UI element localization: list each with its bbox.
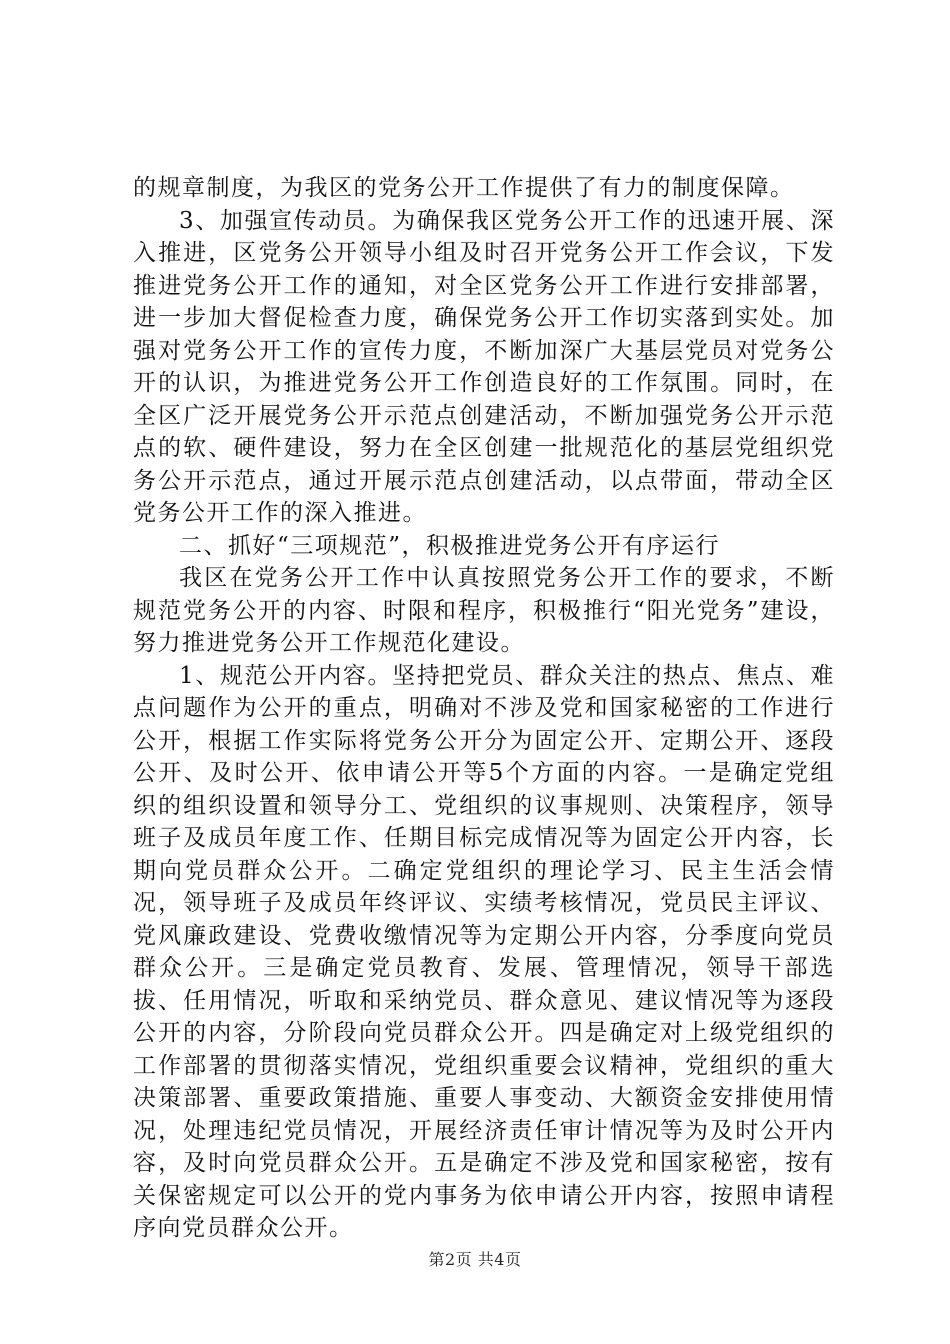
document-body [133, 172, 835, 1245]
paragraph-content-standard: 1、规范公开内容。坚持把党员、群众关注的热点、焦点、难点问题作为公开的重点，明确对不涉及党和国家秘密的工作进行公开，根据工作实际将党务公开分为固定公开、定期公开、逐段公开、及时公开、依申请公开等5个方面的内容。一是确定党组织的组织设置和领导分工、党组织的议事规则、决策程序，领导班子及成员年度工作、任期目标完成情况等为固定公开内容，长期向党员群众公开。二确定党组织的理论学习、民主生活会情况，领导班子及成员年终评议、实绩考核情况，党员民主评议、党风廉政建设、党费收缴情况等为定期公开内容，分季度向党员群众公开。三是确定党员教育、发展、管理情况，领导干部选拔、任用情况，听取和采纳党员、群众意见、建议情况等为逐段公开的内容，分阶段向党员群众公开。四是确定对上级党组织的工作部署的贯彻落实情况，党组织重要会议精神，党组织的重大决策部署、重要政策措施、重要人事变动、大额资金安排使用情况，处理违纪党员情况，开展经济责任审计情况等为及时公开内容，及时向党员群众公开。五是确定不涉及党和国家秘密，按有关保密规定可以公开的党内事务为依申请公开内容，按照申请程序向党员群众公开。 [133, 662, 835, 1241]
paragraph-publicity: 3、加强宣传动员。为确保我区党务公开工作的迅速开展、深入推进，区党务公开领导小组及时召开党务公开工作会议，下发推进党务公开工作的通知，对全区党务公开工作进行安排部署，进一步加大督促检查力度，确保党务公开工作切实落到实处。加强对党务公开工作的宣传力度，不断加深广大基层党员对党务公开的认识，为推进党务公开工作创造良好的工作氛围。同时，在全区广泛开展党务公开示范点创建活动，不断加强党务公开示范点的软、硬件建设，努力在全区创建一批规范化的基层党组织党务公开示范点，通过开展示范点创建活动，以点带面，带动全区党务公开工作的深入推进。 [133, 207, 835, 526]
page-number: 第2页 共4页 [428, 1250, 522, 1269]
paragraph-continuation: 的规章制度，为我区的党务公开工作提供了有力的制度保障。 [133, 175, 795, 201]
paragraph-intro: 我区在党务公开工作中认真按照党务公开工作的要求，不断规范党务公开的内容、时限和程序，积极推行“阳光党务”建设，努力推进党务公开工作规范化建设。 [133, 565, 835, 656]
section-heading: 二、抓好“三项规范”，积极推进党务公开有序运行 [179, 532, 721, 559]
